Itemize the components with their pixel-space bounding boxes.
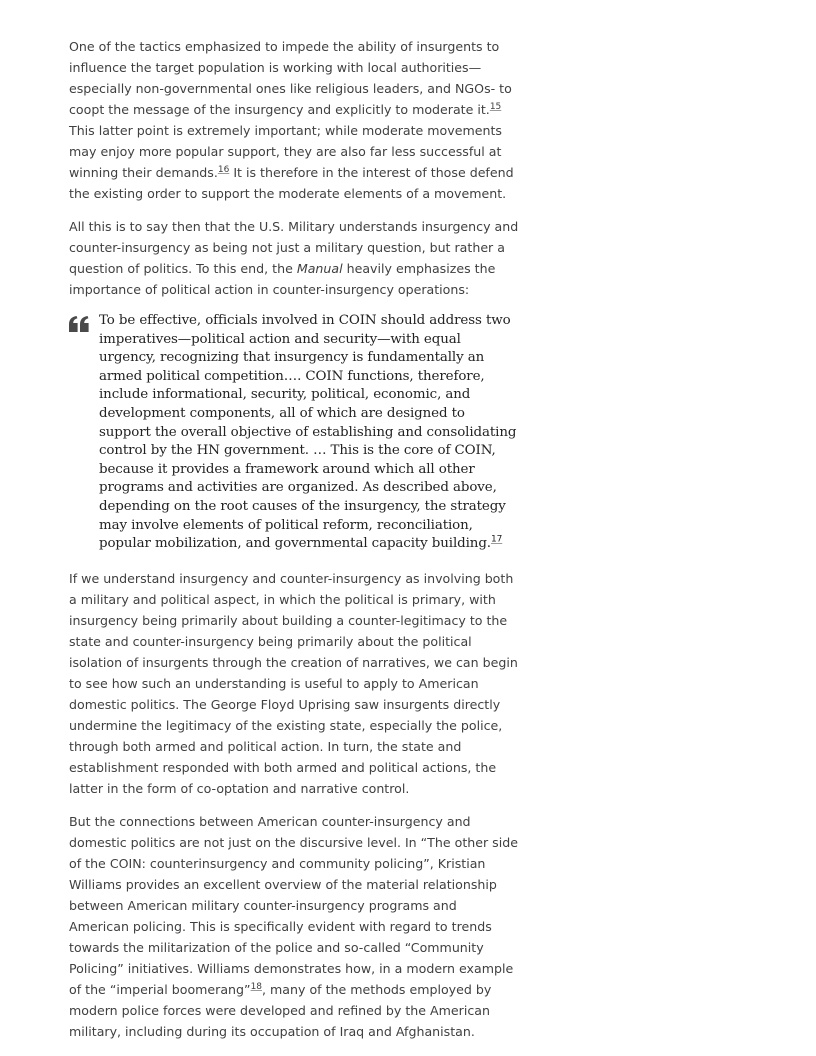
paragraph-2-text-b: heavily emphasizes the importance of political action in counter-insurgency operations: — [69, 261, 496, 297]
paragraph-4 — [69, 811, 519, 1042]
quote-body: To be effective, officials involved in COIN should address two imperatives—political action and security—with equal urgency, recognizing that insurgency is fundamentally an armed political competition…. COIN functions, therefore, include informational, security, political, economic, and development components, all of which are designed to support the overall objective of establishing and consolidating control by the HN government. … This is the core of COIN, because it provides a framework around which all other programs and activities are organized. As described above, depending on the root causes of the insurgency, the strategy may involve elements of political reform, reconciliation, popular mobilization, and governmental capacity building. — [99, 313, 517, 552]
paragraph-3-text: If we understand insurgency and counter-insurgency as involving both a military and political aspect, in which the political is primary, with insurgency being primarily about building a counter-legitimacy to the state and counter-insurgency being primarily about the political isolation of insurgents through the creation of narratives, we can begin to see how such an understanding is useful to apply to American domestic politics. The George Floyd Uprising saw insurgents directly undermine the legitimacy of the existing state, especially the police, through both armed and political action. In turn, the state and establishment responded with both armed and political actions, the latter in the form of co-optation and narrative control. — [69, 570, 518, 796]
article-body — [69, 36, 519, 1054]
paragraph-1 — [69, 36, 519, 204]
paragraph-2 — [69, 216, 519, 300]
quote-icon — [69, 316, 89, 332]
quote-text — [99, 312, 519, 554]
manual-title: Manual — [296, 261, 343, 276]
footnote-17-link[interactable]: 17 — [490, 534, 503, 545]
paragraph-4-text-a: But the connections between American counter-insurgency and domestic politics are not just on the discursive level. In “The other side of the COIN: counterinsurgency and community policing”, Kristian Williams provides an excellent overview of the material relationship between American military counter-insurgency programs and American policing. This is specifically evident with regard to trends towards the militarization of the police and so-called “Community Policing” initiatives. Williams demonstrates how, in a modern example of the “imperial boomerang” — [69, 813, 518, 997]
footnote-18-link[interactable]: 18 — [250, 981, 263, 992]
paragraph-1-text-a: One of the tactics emphasized to impede the ability of insurgents to influence the target population is working with local authorities— especially non-governmental ones like religious leaders, and NGOs- to coopt the message of the insurgency and explicitly to moderate it. — [69, 39, 512, 117]
paragraph-1-text-c: It is therefore in the interest of those defend the existing order to support the moderate elements of a movement. — [69, 165, 514, 201]
paragraph-3 — [69, 568, 519, 799]
block-quote — [69, 312, 519, 554]
footnote-16-link[interactable]: 16 — [217, 164, 230, 175]
paragraph-1-text-b: This latter point is extremely important; while moderate movements may enjoy more popular support, they are also far less successful at winning their demands. — [69, 123, 502, 180]
footnote-15-link[interactable]: 15 — [489, 101, 502, 112]
paragraph-2-text-a: All this is to say then that the U.S. Military understands insurgency and counter-insurgency as being not just a military question, but rather a question of politics. To this end, the — [69, 219, 519, 276]
paragraph-4-text-b: , many of the methods employed by modern police forces were developed and refined by the American military, including during its occupation of Iraq and Afghanistan. — [69, 981, 492, 1039]
